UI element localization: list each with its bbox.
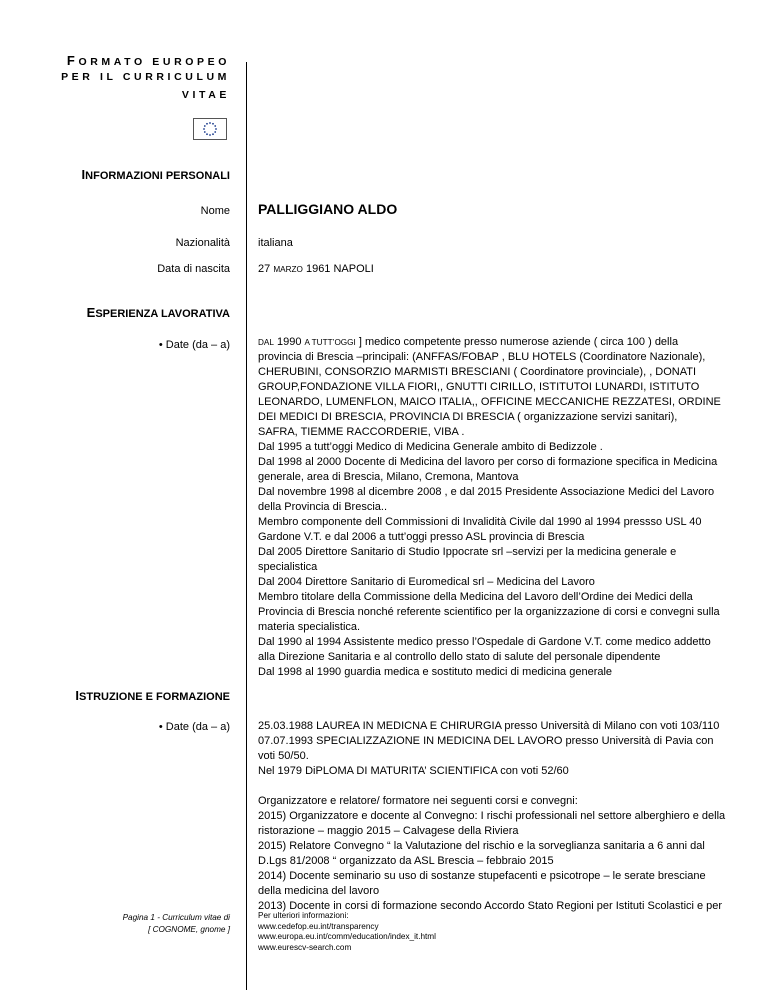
work-line: CHERUBINI, CONSORZIO MARMISTI BRESCIANI ( Coordinatore provinciale), , DONATI bbox=[258, 366, 697, 378]
nationality-value: italiana bbox=[258, 237, 293, 249]
courses-text bbox=[258, 794, 728, 914]
footer-name-placeholder: [ COGNOME, gnome ] bbox=[148, 925, 230, 934]
work-line: alla Direzione Sanitaria e al controllo dello stato di salute del personale dipendente bbox=[258, 651, 661, 663]
course-line: 2015) Relatore Convegno “ la Valutazione del rischio e la sorveglianza sanitaria a 6 anni dal bbox=[258, 840, 705, 852]
course-line: 2013) Docente in corsi di formazione secondo Accordo Stato Regioni per Istituti Scolastici e per bbox=[258, 900, 723, 912]
eu-flag-icon bbox=[193, 118, 227, 140]
nationality-label: Nazionalità bbox=[175, 237, 230, 249]
work-line: DEI MEDICI DI BRESCIA, PROVINCIA DI BRESCIA ( organizzazione servizi sanitari), bbox=[258, 411, 678, 423]
work-line: SAFRA, TIEMME RACCORDERIE, VIBA . bbox=[258, 426, 465, 438]
work-line: Dal 1990 al 1994 Assistente medico presso l’Ospedale di Gardone V.T. come medico addetto bbox=[258, 636, 711, 648]
work-line: generale, area di Brescia, Milano, Cremona, Mantova bbox=[258, 471, 519, 483]
course-line: 2015) Organizzatore e docente al Convegno: I rischi professionali nel settore alberghiero e della bbox=[258, 810, 726, 822]
work-line: della Provincia di Brescia.. bbox=[258, 501, 388, 513]
cv-header-line2: PER IL CURRICULUM bbox=[61, 71, 230, 83]
work-line: Gardone V.T. e dal 2006 a tutt’oggi presso ASL provincia di Brescia bbox=[258, 531, 585, 543]
course-line: D.Lgs 81/2008 “ organizzato da ASL Brescia – febbraio 2015 bbox=[258, 855, 554, 867]
work-line: provincia di Brescia –principali: (ANFFAS/FOBAP , BLU HOTELS (Coordinatore Nazionale), bbox=[258, 351, 706, 363]
birth-value: 27 MARZO 1961 NAPOLI bbox=[258, 263, 374, 275]
course-line: ristorazione – maggio 2015 – Calvagese della Riviera bbox=[258, 825, 519, 837]
footer-link: www.eurescv-search.com bbox=[258, 942, 352, 952]
footer-link: www.cedefop.eu.int/transparency bbox=[258, 921, 379, 931]
course-line: 2014) Docente seminario su uso di sostanze stupefacenti e psicotrope – le serate bresciane bbox=[258, 870, 706, 882]
work-line: Dal 2005 Direttore Sanitario di Studio Ippocrate srl –servizi per la medicina generale e bbox=[258, 546, 677, 558]
name-value: PALLIGGIANO ALDO bbox=[258, 201, 398, 217]
page-footer-right bbox=[258, 911, 436, 953]
section-education: ISTRUZIONE E FORMAZIONE bbox=[75, 688, 230, 703]
work-line: Membro titolare della Commissione della Medicina del Lavoro dell’Ordine dei Medici della bbox=[258, 591, 693, 603]
footer-info-heading: Per ulteriori informazioni: bbox=[258, 911, 349, 920]
cv-header-line3: VITAE bbox=[181, 89, 230, 101]
work-line: LEONARDO, LUMENFLON, MAICO ITALIA,, OFFICINE MECCANICHE REZZATESI, ORDINE bbox=[258, 396, 721, 408]
work-line: Dal 1998 al 1990 guardia medica e sostituto medici di medicina generale bbox=[258, 666, 613, 678]
work-line: Dal 1995 a tutt’oggi Medico di Medicina Generale ambito di Bedizzole . bbox=[258, 441, 603, 453]
education-text bbox=[258, 719, 728, 779]
work-experience-text bbox=[258, 335, 728, 680]
footer-link: www.europa.eu.int/comm/education/index_it.html bbox=[258, 932, 436, 941]
page-footer-left bbox=[123, 912, 230, 936]
name-label: Nome bbox=[200, 205, 230, 217]
work-line: GROUP,FONDAZIONE VILLA FIORI,, GNUTTI CIRILLO, ISTITUTOI LUNARDI, ISTITUTO bbox=[258, 381, 700, 393]
cv-header-line1: FORMATO EUROPEO bbox=[66, 53, 230, 68]
course-line: della medicina del lavoro bbox=[258, 885, 380, 897]
education-line: voti 50/50. bbox=[258, 750, 309, 762]
work-line: Membro componente dell Commissioni di Invalidità Civile dal 1990 al 1994 pressso USL 40 bbox=[258, 516, 702, 528]
section-personal-info: INFORMAZIONI PERSONALI bbox=[81, 167, 230, 182]
work-line: specialistica bbox=[258, 561, 318, 573]
divider-line bbox=[246, 62, 247, 990]
education-date-label: • Date (da – a) bbox=[158, 721, 230, 733]
course-line: Organizzatore e relatore/ formatore nei seguenti corsi e convegni: bbox=[258, 795, 578, 807]
education-line: Nel 1979 DiPLOMA DI MATURITA’ SCIENTIFICA con voti 52/60 bbox=[258, 765, 569, 777]
work-date-label: • Date (da – a) bbox=[158, 339, 230, 351]
work-line: Dal 1998 al 2000 Docente di Medicina del lavoro per corso di formazione specifica in Medicina bbox=[258, 456, 718, 468]
education-line: 25.03.1988 LAUREA IN MEDICNA E CHIRURGIA presso Università di Milano con voti 103/110 bbox=[258, 720, 720, 732]
work-line: materia specialistica. bbox=[258, 621, 361, 633]
work-line: Provincia di Brescia nonché referente scientifico per la organizzazione di corsi e convegni sulla bbox=[258, 606, 720, 618]
work-first-line: DAL 1990 A TUTT’OGGI ] medico competente presso numerose aziende ( circa 100 ) della bbox=[258, 336, 679, 348]
work-line: Dal novembre 1998 al dicembre 2008 , e dal 2015 Presidente Associazione Medici del Lavoro bbox=[258, 486, 715, 498]
footer-page-info: Pagina 1 - Curriculum vitae di bbox=[122, 913, 230, 922]
birth-label: Data di nascita bbox=[157, 263, 230, 275]
education-line: 07.07.1993 SPECIALIZZAZIONE IN MEDICINA DEL LAVORO presso Università di Pavia con bbox=[258, 735, 714, 747]
work-line: Dal 2004 Direttore Sanitario di Euromedical srl – Medicina del Lavoro bbox=[258, 576, 595, 588]
section-work-experience: ESPERIENZA LAVORATIVA bbox=[86, 305, 230, 320]
